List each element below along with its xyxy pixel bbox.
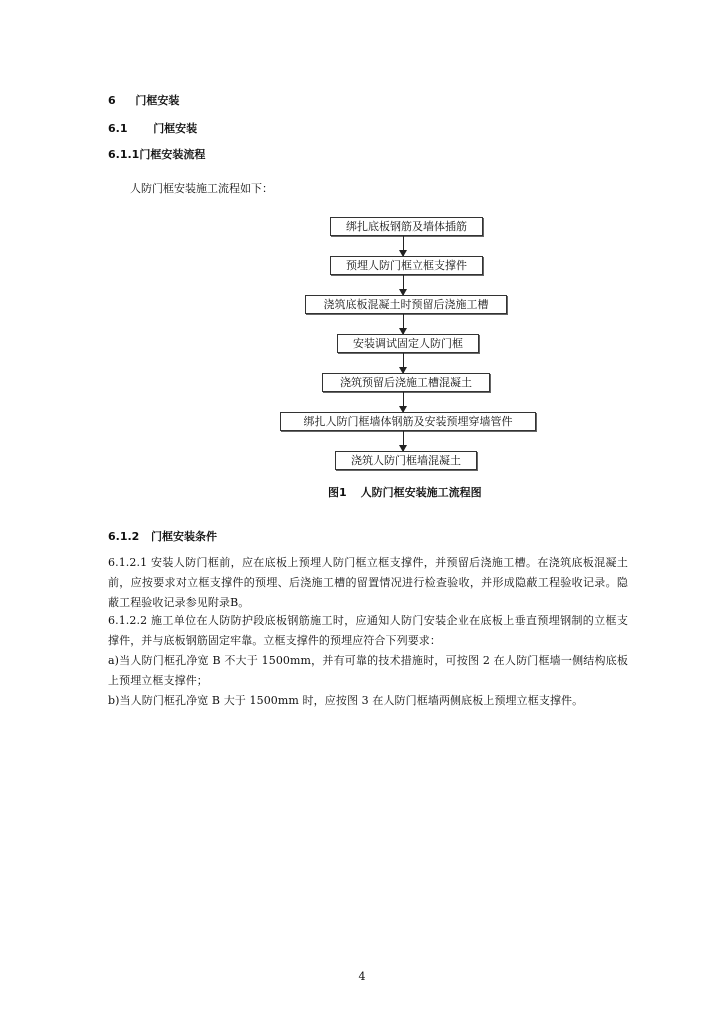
page-number: 4	[358, 970, 366, 983]
flow-step-6: 绑扎人防门框墙体钢筋及安装预埋穿墙管件	[280, 412, 536, 431]
subsubsection-number: 6.1.1	[108, 148, 140, 161]
flow-intro-text: 人防门框安装施工流程如下：	[130, 182, 273, 195]
paragraph-item-a: a)当人防门框孔净宽 B 不大于 1500mm，并有可靠的技术措施时，可按图 2 在人防门框墙一侧结构底板上预埋立框支撑件；	[108, 654, 628, 687]
figure-label: 图1	[328, 486, 347, 499]
subsection-number: 6.1	[108, 122, 128, 135]
flow-arrow-2	[403, 275, 404, 295]
flow-step-1: 绑扎底板钢筋及墙体插筋	[330, 217, 483, 236]
subsubsection-title: 门框安装流程	[139, 148, 206, 161]
paragraph-item-b: b)当人防门框孔净宽 B 大于 1500mm 时，应按图 3 在人防门框墙两侧底板上预埋立框支撑件。	[108, 694, 584, 707]
paragraph-6-1-2-2: 6.1.2.2 施工单位在人防防护段底板钢筋施工时，应通知人防门安装企业在底板上垂直预埋钢制的立框支撑件，并与底板钢筋固定牢靠。立框支撑件的预埋应符合下列要求：	[108, 614, 628, 647]
subsubsection2-number: 6.1.2	[108, 530, 140, 543]
flow-arrow-3	[403, 314, 404, 334]
flow-arrow-5	[403, 392, 404, 412]
section-title: 门框安装	[135, 94, 180, 107]
paragraph-6-1-2-1: 6.1.2.1 安装人防门框前，应在底板上预埋人防门框立框支撑件，并预留后浇施工槽。在浇筑底板混凝土前，应按要求对立框支撑件的预埋、后浇施工槽的留置情况进行检查验收，并形成隐蔽工程验收记录。隐蔽工程验收记录参见附录B。	[108, 556, 628, 609]
flow-arrow-6	[403, 431, 404, 451]
flow-arrow-4	[403, 353, 404, 373]
flow-step-2: 预埋人防门框立框支撑件	[330, 256, 483, 275]
flow-step-7: 浇筑人防门框墙混凝土	[335, 451, 477, 470]
flow-arrow-1	[403, 236, 404, 256]
flow-step-4: 安装调试固定人防门框	[337, 334, 479, 353]
flow-step-3: 浇筑底板混凝土时预留后浇施工槽	[305, 295, 507, 314]
figure-title: 人防门框安装施工流程图	[360, 486, 482, 499]
subsection-title: 门框安装	[153, 122, 198, 135]
subsubsection2-heading	[108, 528, 217, 544]
subsubsection2-title: 门框安装条件	[151, 530, 218, 543]
figure-caption	[328, 484, 496, 500]
flow-step-5: 浇筑预留后浇施工槽混凝土	[322, 373, 490, 392]
section-number: 6	[108, 94, 116, 107]
